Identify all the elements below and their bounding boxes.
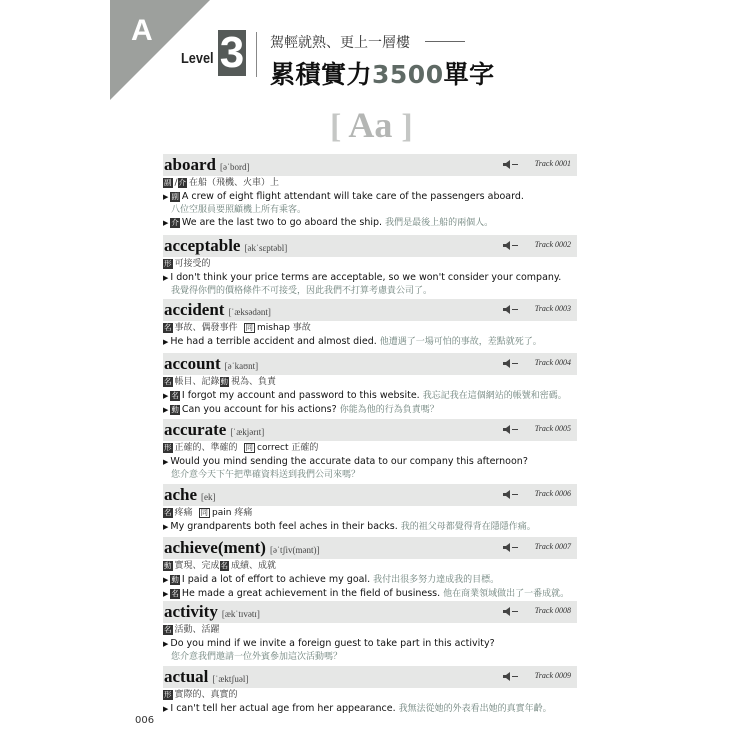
track-number: Track 0009 <box>534 671 571 680</box>
definition-text: 事故 <box>292 323 311 333</box>
section-letters: Aa <box>348 105 393 145</box>
synonym-badge: 同 <box>200 507 209 517</box>
entry-headword-bar <box>163 666 577 688</box>
bullet-arrow-icon: ▶ <box>163 219 169 227</box>
bullet-arrow-icon: ▶ <box>163 274 169 282</box>
headword: ache [ek] <box>164 485 216 504</box>
entry-headword-bar <box>163 353 577 375</box>
phonetic: [ek] <box>201 492 216 502</box>
example-chinese: 我付出很多努力達成我的目標。 <box>373 575 500 585</box>
track-number: Track 0004 <box>534 358 571 367</box>
track-number: Track 0002 <box>534 240 571 249</box>
example-sentence <box>163 702 577 716</box>
part-of-speech-line <box>163 560 577 573</box>
pos-badge: 動 <box>164 560 172 570</box>
track-number: Track 0001 <box>534 159 571 168</box>
example-chinese: 你能為他的行為負責嗎？ <box>339 405 439 415</box>
definition-text: 事故、偶發事件 <box>174 323 238 333</box>
dictionary-entry <box>163 353 577 417</box>
speaker-icon[interactable] <box>502 542 519 553</box>
headword: achieve(ment) [əˈtʃiv(mənt)] <box>164 538 320 557</box>
level-label: Level <box>181 50 214 67</box>
bracket-close: ] <box>401 108 413 145</box>
headword: aboard [əˈbord] <box>164 155 250 174</box>
part-of-speech-line <box>163 258 577 271</box>
phonetic: [ˈækjərɪt] <box>230 427 265 437</box>
pos-badge: 形 <box>164 689 172 699</box>
headword: acceptable [əkˈsɛptəbl] <box>164 236 288 255</box>
dictionary-entry <box>163 154 577 230</box>
speaker-icon[interactable] <box>502 606 519 617</box>
example-chinese: 我覺得你們的價格條件不可接受，因此我們不打算考慮貴公司了。 <box>171 286 433 296</box>
part-of-speech-line <box>163 507 577 520</box>
example-english: I forgot my account and password to this website. <box>181 390 423 401</box>
headword: actual [ˈæktʃuəl] <box>164 667 249 686</box>
example-sentence <box>163 190 577 204</box>
pos-badge: 動 <box>220 376 229 386</box>
pos-badge: 名 <box>171 390 179 400</box>
bullet-arrow-icon: ▶ <box>163 458 169 466</box>
bullet-arrow-icon: ▶ <box>163 193 169 201</box>
definition-text: 正確的、準確的 <box>174 443 238 453</box>
bullet-arrow-icon: ▶ <box>163 338 169 346</box>
example-chinese: 您介意我們邀請一位外賓參加這次活動嗎？ <box>171 652 343 662</box>
example-sentence <box>163 389 577 403</box>
synonym-word: pain <box>212 508 235 518</box>
example-sentence <box>163 587 577 601</box>
headline-prefix: 累積實力 <box>270 60 373 89</box>
speaker-icon[interactable] <box>502 424 519 435</box>
example-sentence <box>163 573 577 587</box>
example-chinese: 我無法從她的外表看出她的真實年齡。 <box>398 704 552 714</box>
phonetic: [əˈtʃiv(mənt)] <box>269 545 320 555</box>
level-number: 3 <box>219 28 245 77</box>
pos-badge: 名 <box>171 588 179 598</box>
definition-text: 疼痛 <box>174 508 193 518</box>
phonetic: [ˈæktʃuəl] <box>212 674 249 684</box>
page-number: 006 <box>135 715 155 726</box>
example-chinese: 他遭遇了一場可怕的事故，差點就死了。 <box>379 337 542 347</box>
example-english: He had a terrible accident and almost died. <box>170 336 380 347</box>
entry-headword-bar <box>163 601 577 623</box>
phonetic: [ˈæksədənt] <box>228 307 271 317</box>
definition-text: 成績、成就 <box>231 561 277 571</box>
part-of-speech-line <box>163 689 577 702</box>
pos-badge: 副 <box>171 191 179 201</box>
entry-headword-bar <box>163 299 577 321</box>
headword: accurate [ˈækjərɪt] <box>164 420 265 439</box>
example-chinese: 我的祖父母都覺得背在隱隱作痛。 <box>400 522 536 532</box>
synonym-word: correct <box>257 443 292 453</box>
part-of-speech-line <box>163 376 577 389</box>
header-divider <box>256 32 257 77</box>
phonetic: [ækˈtɪvətɪ] <box>221 609 260 619</box>
part-of-speech-line <box>163 442 577 455</box>
pos-badge: 名 <box>164 507 172 517</box>
speaker-icon[interactable] <box>502 489 519 500</box>
example-english: I don't think your price terms are acceptable, so we won't consider your company. <box>170 272 562 283</box>
pos-badge: 名 <box>164 376 172 386</box>
headline-suffix: 單字 <box>443 60 495 89</box>
dictionary-entry <box>163 484 577 534</box>
pos-badge: 介 <box>171 217 179 227</box>
example-chinese: 您介意今天下午把準確資料送到我們公司來嗎？ <box>171 470 361 480</box>
dictionary-entry <box>163 537 577 601</box>
example-sentence <box>163 520 577 534</box>
example-english: He made a great achievement in the field of business. <box>181 588 444 599</box>
example-sentence <box>163 216 577 230</box>
dictionary-entry <box>163 235 577 297</box>
entry-headword-bar <box>163 484 577 506</box>
bullet-arrow-icon: ▶ <box>163 576 169 584</box>
example-chinese: 我們是最後上船的兩個人。 <box>385 218 494 228</box>
synonym-badge: 同 <box>245 442 254 452</box>
definition-text: 正確的 <box>291 443 319 453</box>
pos-badge: 動 <box>171 574 179 584</box>
track-number: Track 0006 <box>534 489 571 498</box>
pos-badge: 名 <box>164 322 172 332</box>
phonetic: [əkˈsɛptəbl] <box>244 243 288 253</box>
headword: accident [ˈæksədənt] <box>164 300 271 319</box>
headword: activity [ækˈtɪvətɪ] <box>164 602 260 621</box>
tagline: 駕輕就熟、更上一層樓 <box>270 35 410 51</box>
part-of-speech-line <box>163 624 577 637</box>
headline <box>270 55 495 91</box>
bullet-arrow-icon: ▶ <box>163 705 169 713</box>
definition-text: 實際的、真實的 <box>174 690 238 700</box>
definition-text: 實現、完成 <box>174 561 220 571</box>
speaker-icon[interactable] <box>502 240 519 251</box>
definition-text: 疼痛 <box>234 508 253 518</box>
track-number: Track 0008 <box>534 606 571 615</box>
bullet-arrow-icon: ▶ <box>163 392 169 400</box>
example-sentence <box>163 637 577 651</box>
part-of-speech-line <box>163 322 577 335</box>
pos-badge: 形 <box>164 442 172 452</box>
tagline-rule <box>425 41 465 42</box>
dictionary-entry <box>163 419 577 481</box>
bullet-arrow-icon: ▶ <box>163 640 169 648</box>
definition-text: 可接受的 <box>174 259 211 269</box>
pos-badge: 形 <box>164 258 172 268</box>
synonym-badge: 同 <box>245 322 254 332</box>
definition-text: 視為、負責 <box>231 377 277 387</box>
definition-text: 活動、活躍 <box>174 625 220 635</box>
pos-badge: 名 <box>220 560 229 570</box>
track-number: Track 0003 <box>534 304 571 313</box>
dictionary-entry <box>163 299 577 349</box>
speaker-icon[interactable] <box>502 671 519 682</box>
example-chinese: 八位空服員要照顧機上所有乘客。 <box>171 205 307 215</box>
entry-headword-bar <box>163 419 577 441</box>
example-sentence <box>163 271 577 285</box>
headline-number: 3500 <box>372 60 444 89</box>
example-chinese: 他在商業領域做出了一番成就。 <box>443 589 570 599</box>
pos-badge: 副 <box>164 177 172 187</box>
example-english: A crew of eight flight attendant will take care of the passengers aboard. <box>181 191 524 202</box>
synonym-word: mishap <box>257 323 293 333</box>
phonetic: [əˈbord] <box>219 162 250 172</box>
definition-text: 帳目、記錄 <box>174 377 220 387</box>
pos-badge: 動 <box>171 404 179 414</box>
example-english: Do you mind if we invite a foreign guest to take part in this activity? <box>170 638 495 649</box>
definition-text: / <box>174 178 178 188</box>
example-english: Would you mind sending the accurate data to our company this afternoon? <box>170 456 528 467</box>
entry-headword-bar <box>163 235 577 257</box>
example-sentence <box>163 403 577 417</box>
pos-badge: 名 <box>164 624 172 634</box>
example-english: I can't tell her actual age from her appearance. <box>170 703 399 714</box>
dictionary-entry <box>163 666 577 716</box>
speaker-icon[interactable] <box>502 304 519 315</box>
part-of-speech-line <box>163 177 577 190</box>
bullet-arrow-icon: ▶ <box>163 590 169 598</box>
speaker-icon[interactable] <box>502 358 519 369</box>
phonetic: [əˈkaʊnt] <box>224 361 259 371</box>
example-english: I paid a lot of effort to achieve my goal. <box>181 574 374 585</box>
headword: account [əˈkaʊnt] <box>164 354 259 373</box>
speaker-icon[interactable] <box>502 159 519 170</box>
section-letter-mark <box>330 104 413 146</box>
entry-headword-bar <box>163 537 577 559</box>
example-english: Can you account for his actions? <box>181 404 340 415</box>
track-number: Track 0005 <box>534 424 571 433</box>
chapter-letter: A <box>131 14 153 47</box>
pos-badge: 介 <box>178 177 187 187</box>
example-sentence <box>163 455 577 469</box>
example-sentence <box>163 335 577 349</box>
track-number: Track 0007 <box>534 542 571 551</box>
dictionary-entry <box>163 601 577 663</box>
definition-text: 在船（飛機、火車）上 <box>189 178 280 188</box>
entry-headword-bar <box>163 154 577 176</box>
bullet-arrow-icon: ▶ <box>163 406 169 414</box>
example-english: We are the last two to go aboard the ship. <box>181 217 386 228</box>
bracket-open: [ <box>330 108 342 145</box>
example-english: My grandparents both feel aches in their backs. <box>170 521 401 532</box>
bullet-arrow-icon: ▶ <box>163 523 169 531</box>
example-chinese: 我忘記我在這個網站的帳號和密碼。 <box>422 391 567 401</box>
